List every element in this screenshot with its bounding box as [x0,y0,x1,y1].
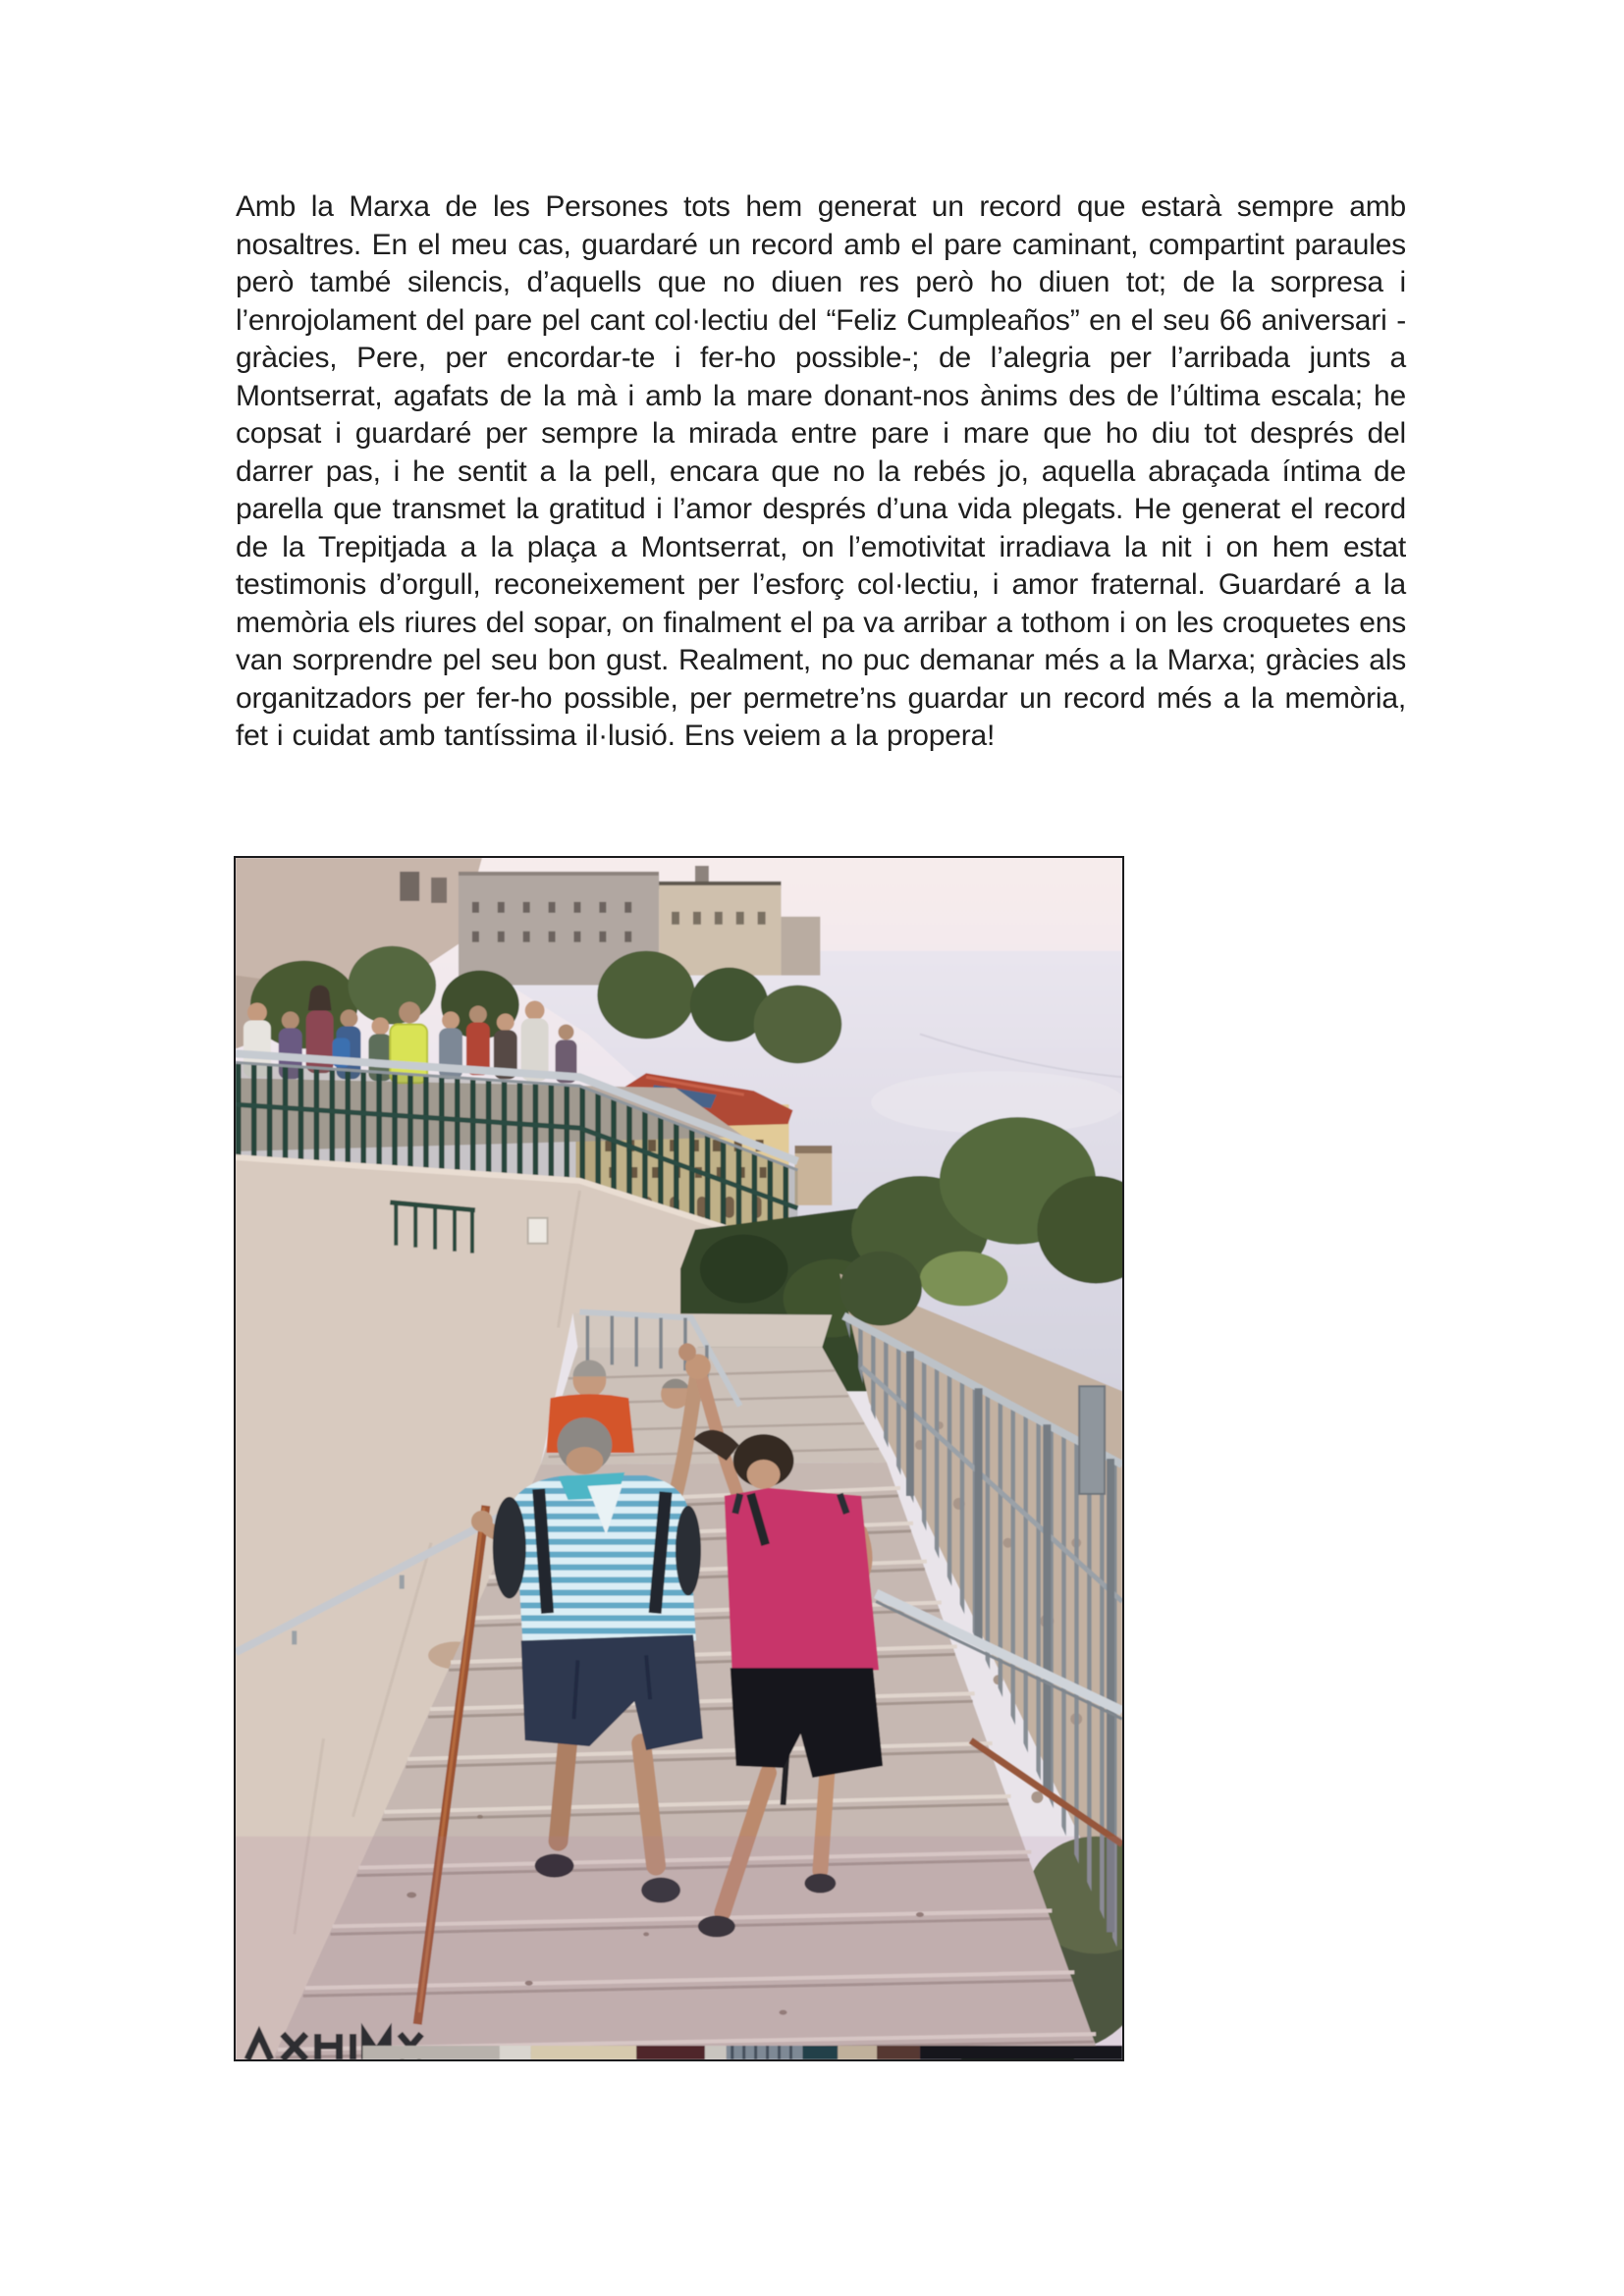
photo-montserrat-stairs [234,856,1124,2061]
foreground-tint [236,1837,1122,2059]
photo-scene [236,858,1122,2059]
paragraph: Amb la Marxa de les Persones tots hem generat un record que estarà sempre amb nosaltres. En el meu cas, guardaré un record amb el pare caminant, compartint paraules però també silencis, d’aquells que no diuen res però ho diuen tot; de la sorpresa i l’enrojolament del pare pel cant col·lectiu del “Feliz Cumpleaños” en el seu 66 aniversari -gràcies, Pere, per encordar-te i fer-ho possible-; de l’alegria per l’arribada junts a Montserrat, agafats de la mà i amb la mare donant-nos ànims des de l’última escala; he copsat i guardaré per sempre la mirada entre pare i mare que ho diu tot després del darrer pas, i he sentit a la pell, encara que no la rebés jo, aquella abraçada íntima de parella que transmet la gratitud i l’amor després d’una vida plegats. He generat el record de la Trepitjada a la plaça a Montserrat, on l’emotivitat irradiava la nit i on hem estat testimonis d’orgull, reconeixement per l’esforç col·lectiu, i amor fraternal. Guardaré a la memòria els riures del sopar, on finalment el pa va arribar a tothom i on les croquetes ens van sorprendre pel seu bon gust. Realment, no puc demanar més a la Marxa; gràcies als organitzadors per fer-ho possible, per permetre’ns guardar un record més a la memòria, fet i cuidat amb tantíssima il·lusió. Ens veiem a la propera! [236,190,1406,752]
bottom-strip [362,2046,1122,2059]
